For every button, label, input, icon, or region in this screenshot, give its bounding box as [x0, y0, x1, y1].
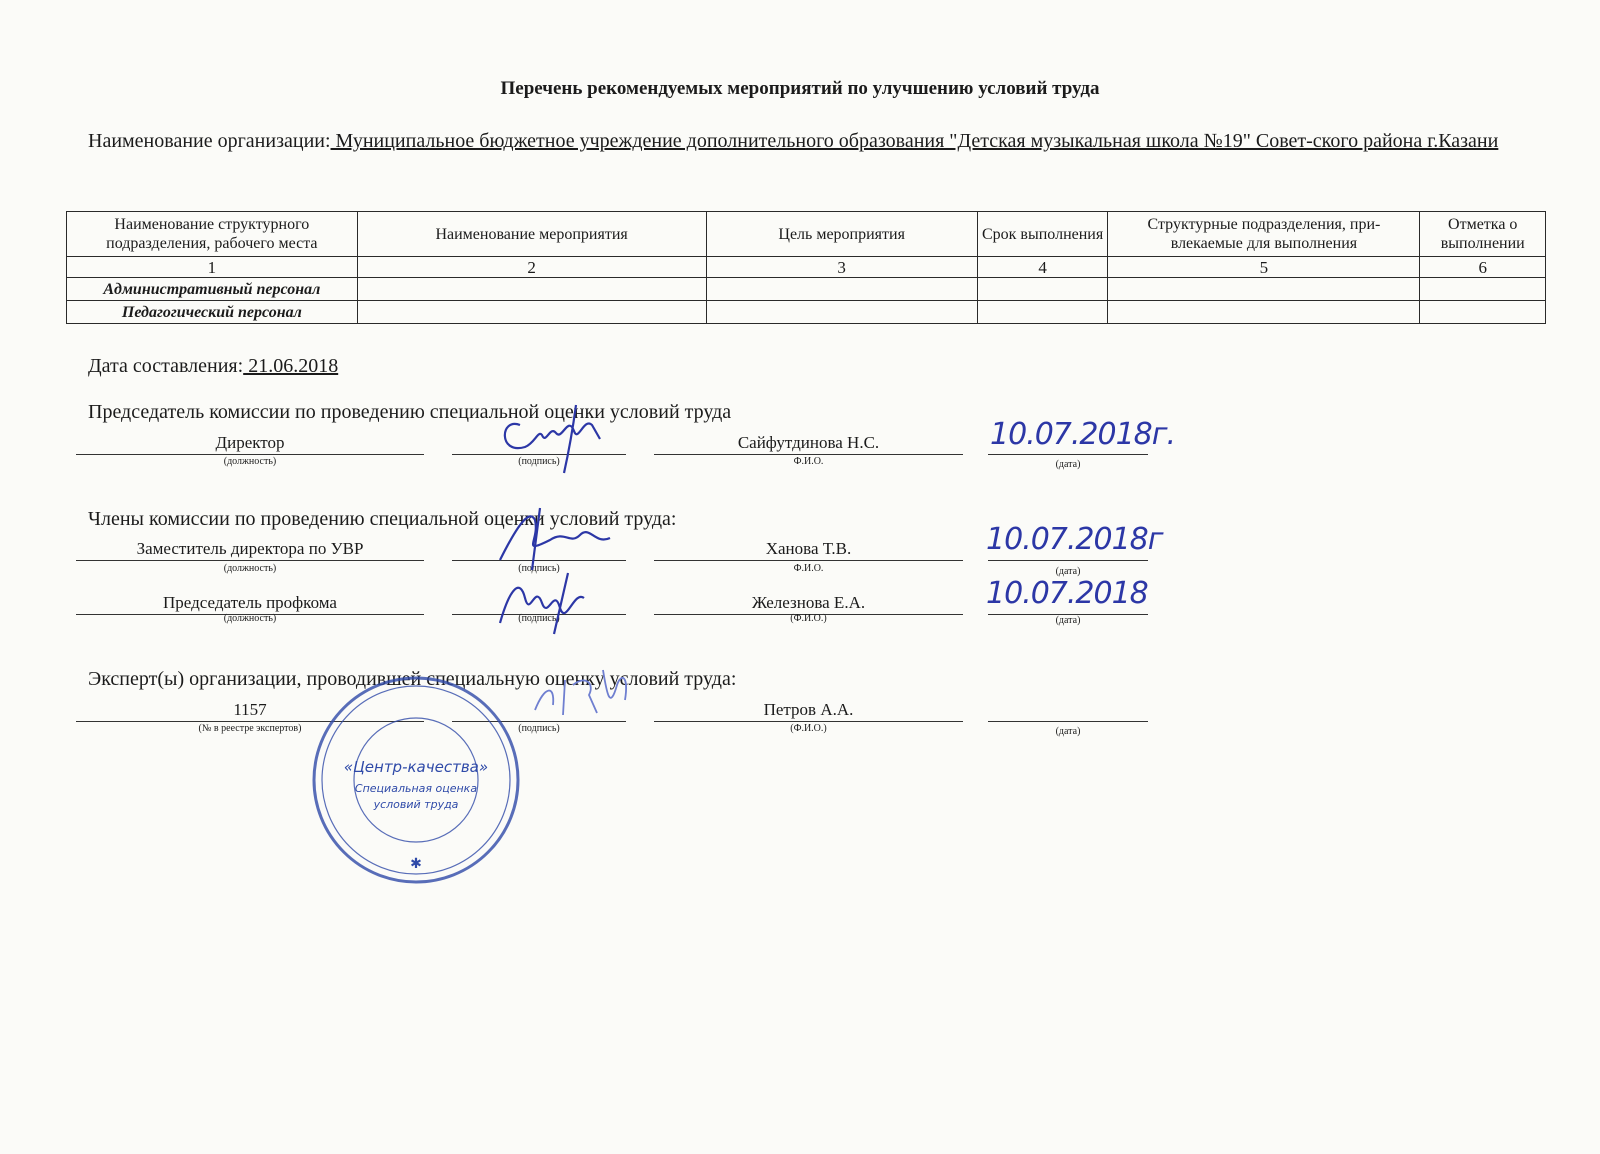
column-number: 3: [706, 257, 977, 278]
chair-handwritten-date: 10.07.2018г.: [990, 417, 1176, 452]
fio-caption: (Ф.И.О.): [790, 613, 827, 624]
table-header-row: [67, 212, 1546, 257]
date-caption: (дата): [1055, 459, 1081, 470]
organization-stamp-icon: [308, 672, 524, 888]
expert-name: Петров А.А.: [654, 699, 963, 722]
expert-heading: Эксперт(ы) организации, проводившей специальную оценку условий труда:: [88, 668, 737, 690]
table-cell: [1420, 301, 1546, 324]
column-number: 1: [67, 257, 358, 278]
chair-signature: [480, 395, 620, 475]
table-cell: [1108, 301, 1420, 324]
table-header-cell: Наименование мероприятия: [357, 212, 706, 257]
chair-name: Сайфутдинова Н.С.: [654, 432, 963, 455]
column-number: 5: [1108, 257, 1420, 278]
column-number: 2: [357, 257, 706, 278]
table-row: [67, 278, 1546, 301]
measures-table: [66, 211, 1546, 324]
table-cell: [1420, 278, 1546, 301]
table-header-cell: Срок выполнения: [977, 212, 1108, 257]
chair-position: Директор: [76, 432, 424, 455]
signature-caption: (подпись): [518, 723, 560, 734]
registry-caption: (№ в реестре экспертов): [198, 723, 302, 734]
date-caption: (дата): [1055, 726, 1081, 737]
member-handwritten-date: 10.07.2018г: [986, 522, 1163, 557]
date-caption: (дата): [1055, 615, 1081, 626]
member-name: Ханова Т.В.: [654, 538, 963, 561]
compile-date-value: 21.06.2018: [243, 355, 339, 377]
group-label: Педагогический персонал: [67, 301, 358, 324]
table-header-cell: Цель мероприятия: [706, 212, 977, 257]
compile-date: [88, 355, 338, 378]
table-header-cell: Отметка о выполнении: [1420, 212, 1546, 257]
fio-caption: (Ф.И.О.): [790, 723, 827, 734]
expert-signature: [525, 655, 645, 730]
stamp-center-line: Специальная оценка: [354, 782, 478, 795]
organization-line: [88, 128, 1508, 155]
stamp-center-line: условий труда: [373, 798, 459, 811]
signature-caption: (подпись): [518, 563, 560, 574]
document-title: Перечень рекомендуемых мероприятий по улучшению условий труда: [500, 78, 1100, 99]
fio-caption: Ф.И.О.: [793, 456, 824, 467]
signature-caption: (подпись): [518, 613, 560, 624]
table-cell: [977, 301, 1108, 324]
organization-label: Наименование организации:: [88, 130, 331, 152]
date-caption: (дата): [1055, 566, 1081, 577]
table-header-cell: Наименование структурного подразделения, рабочего места: [67, 212, 358, 257]
table-row: [67, 301, 1546, 324]
table-cell: [1108, 278, 1420, 301]
member-handwritten-date: 10.07.2018: [986, 576, 1148, 611]
table-cell: [706, 301, 977, 324]
stamp-center-line: «Центр-качества»: [343, 758, 489, 776]
expert-date-line: [988, 699, 1148, 722]
member-position: Заместитель директора по УВР: [76, 538, 424, 561]
position-caption: (должность): [223, 456, 277, 467]
compile-date-label: Дата составления:: [88, 355, 244, 377]
group-label: Административный персонал: [67, 278, 358, 301]
signature-caption: (подпись): [518, 456, 560, 467]
position-caption: (должность): [223, 613, 277, 624]
member-name: Железнова Е.А.: [654, 592, 963, 615]
svg-text:✱: ✱: [410, 856, 422, 872]
expert-registry: 1157: [76, 699, 424, 722]
fio-caption: Ф.И.О.: [793, 563, 824, 574]
column-number: 4: [977, 257, 1108, 278]
table-number-row: [67, 257, 1546, 278]
members-heading: Члены комиссии по проведению специальной оценки условий труда:: [88, 508, 677, 530]
table-cell: [357, 278, 706, 301]
table-cell: [357, 301, 706, 324]
position-caption: (должность): [223, 563, 277, 574]
table-cell: [977, 278, 1108, 301]
member-signature: [480, 568, 620, 638]
member-position: Председатель профкома: [76, 592, 424, 615]
column-number: 6: [1420, 257, 1546, 278]
table-cell: [706, 278, 977, 301]
organization-name: Муниципальное бюджетное учреждение дополнительного образования "Детская музыкальная школа №19" Совет-ского района г.Казани: [330, 130, 1499, 152]
table-header-cell: Структурные подразделения, при-влекаемые для выполнения: [1108, 212, 1420, 257]
chair-heading: Председатель комиссии по проведению специальной оценки условий труда: [88, 401, 732, 423]
